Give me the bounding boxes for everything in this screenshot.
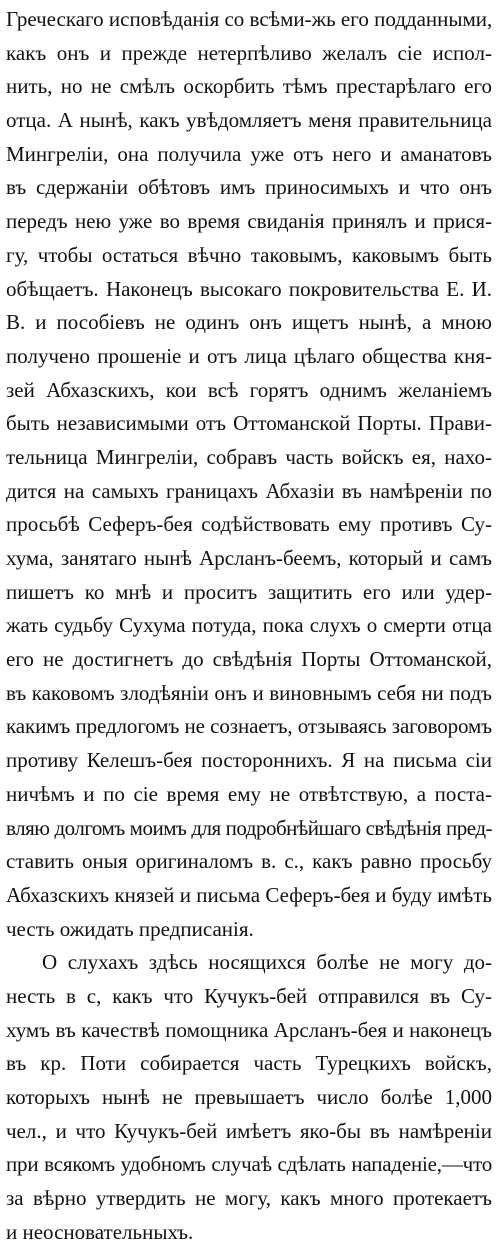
paragraph-2: [6, 946, 492, 1249]
text-line: вляю долгомъ моимъ для подробнѣйшаго свѣдѣнія пред-: [6, 815, 492, 840]
text-line: дится на самыхъ границахъ Абхазіи въ намѣреніи по: [6, 478, 492, 503]
text-line: тельница Мингреліи, собравъ часть войскъ ея, нахо-: [6, 444, 492, 469]
text-line: Греческаго исповѣданія со всѣми-жь его подданными,: [6, 7, 492, 31]
text-line: за вѣрно утвердить не могу, какъ много протекаетъ: [6, 1186, 492, 1211]
text-line: которыхъ нынѣ не превышаетъ число болѣе 1,000: [6, 1085, 492, 1109]
text-line: быть независимыми отъ Оттоманской Порты. Прави-: [6, 411, 492, 436]
text-line: нить, но не смѣлъ оскорбить тѣмъ престарѣлаго его: [6, 74, 492, 99]
text-line: въ кр. Поти собирается часть Турецкихъ войскъ,: [6, 1051, 492, 1076]
text-line: отца. А нынѣ, какъ увѣдомляетъ меня правительница: [6, 108, 492, 133]
text-line: при всякомъ удобномъ случаѣ сдѣлать нападеніе,—что: [6, 1152, 492, 1177]
text-line: противу Келешъ-бея постороннихъ. Я на письма сіи: [6, 748, 492, 773]
text-line: обѣщаетъ. Наконецъ высокаго покровительства Е. И.: [6, 276, 492, 301]
text-line: Абхазскихъ князей и письма Сеферъ-бея и буду имѣть: [6, 882, 492, 907]
text-line: чел., и что Кучукъ-бей имѣетъ яко-бы въ намѣреніи: [6, 1118, 492, 1143]
text-line: въ сдержаніи обѣтовъ имъ приносимыхъ и что онъ: [6, 175, 492, 200]
text-line: въ каковомъ злодѣяніи онъ и виновнымъ себя ни подъ: [6, 680, 492, 705]
text-line: получено прошеніе и отъ лица цѣлаго общества кня-: [6, 343, 492, 368]
text-line: гу, чтобы остаться вѣчно таковымъ, каковымъ быть: [6, 242, 492, 267]
text-line: Мингреліи, она получила уже отъ него и аманатовъ: [6, 141, 492, 166]
text-line: В. и пособіевъ не одинъ онъ ищетъ нынѣ, а мною: [6, 310, 492, 335]
text-line: и неосновательныхъ.: [6, 1219, 194, 1244]
text-line: пишетъ ко мнѣ и проситъ защитить его или удер-: [6, 579, 492, 604]
text-line: какимъ предлогомъ не сознаетъ, отзываясь заговоромъ: [6, 714, 492, 739]
text-line: ставить оныя оригиналомъ в. с., какъ равно просьбу: [6, 849, 492, 874]
text-line: ничѣмъ и по сіе время ему не отвѣтствую, а поста-: [6, 781, 492, 806]
text-line: несть в с, какъ что Кучукъ-бей отправился въ Су-: [6, 983, 492, 1008]
text-line: зей Абхазскихъ, кои всѣ горятъ однимъ желаніемъ: [6, 377, 492, 402]
text-line: хума, занятаго нынѣ Арсланъ-беемъ, который и самъ: [6, 546, 492, 570]
paragraph-1: [6, 3, 492, 946]
text-line: передъ нею уже во время свиданія принялъ и прися-: [6, 209, 492, 234]
text-line: честь ожидать предписанія.: [6, 916, 254, 941]
text-line: просьбѣ Сеферъ-бея содѣйствовать ему противъ Су-: [6, 512, 492, 537]
text-line: хумъ въ качествѣ помощника Арсланъ-бея и наконецъ: [6, 1017, 492, 1042]
text-line: какъ онъ и прежде нетерпѣливо желалъ сіе испол-: [6, 40, 492, 65]
text-line: жать судьбу Сухума потуда, пока слухъ о смерти отца: [6, 613, 492, 638]
text-line: О слухахъ здѣсь носящихся болѣе не могу до-: [42, 950, 492, 975]
document-text: [6, 3, 492, 1249]
text-line: его не достигнетъ до свѣдѣнія Порты Оттоманской,: [6, 647, 492, 672]
